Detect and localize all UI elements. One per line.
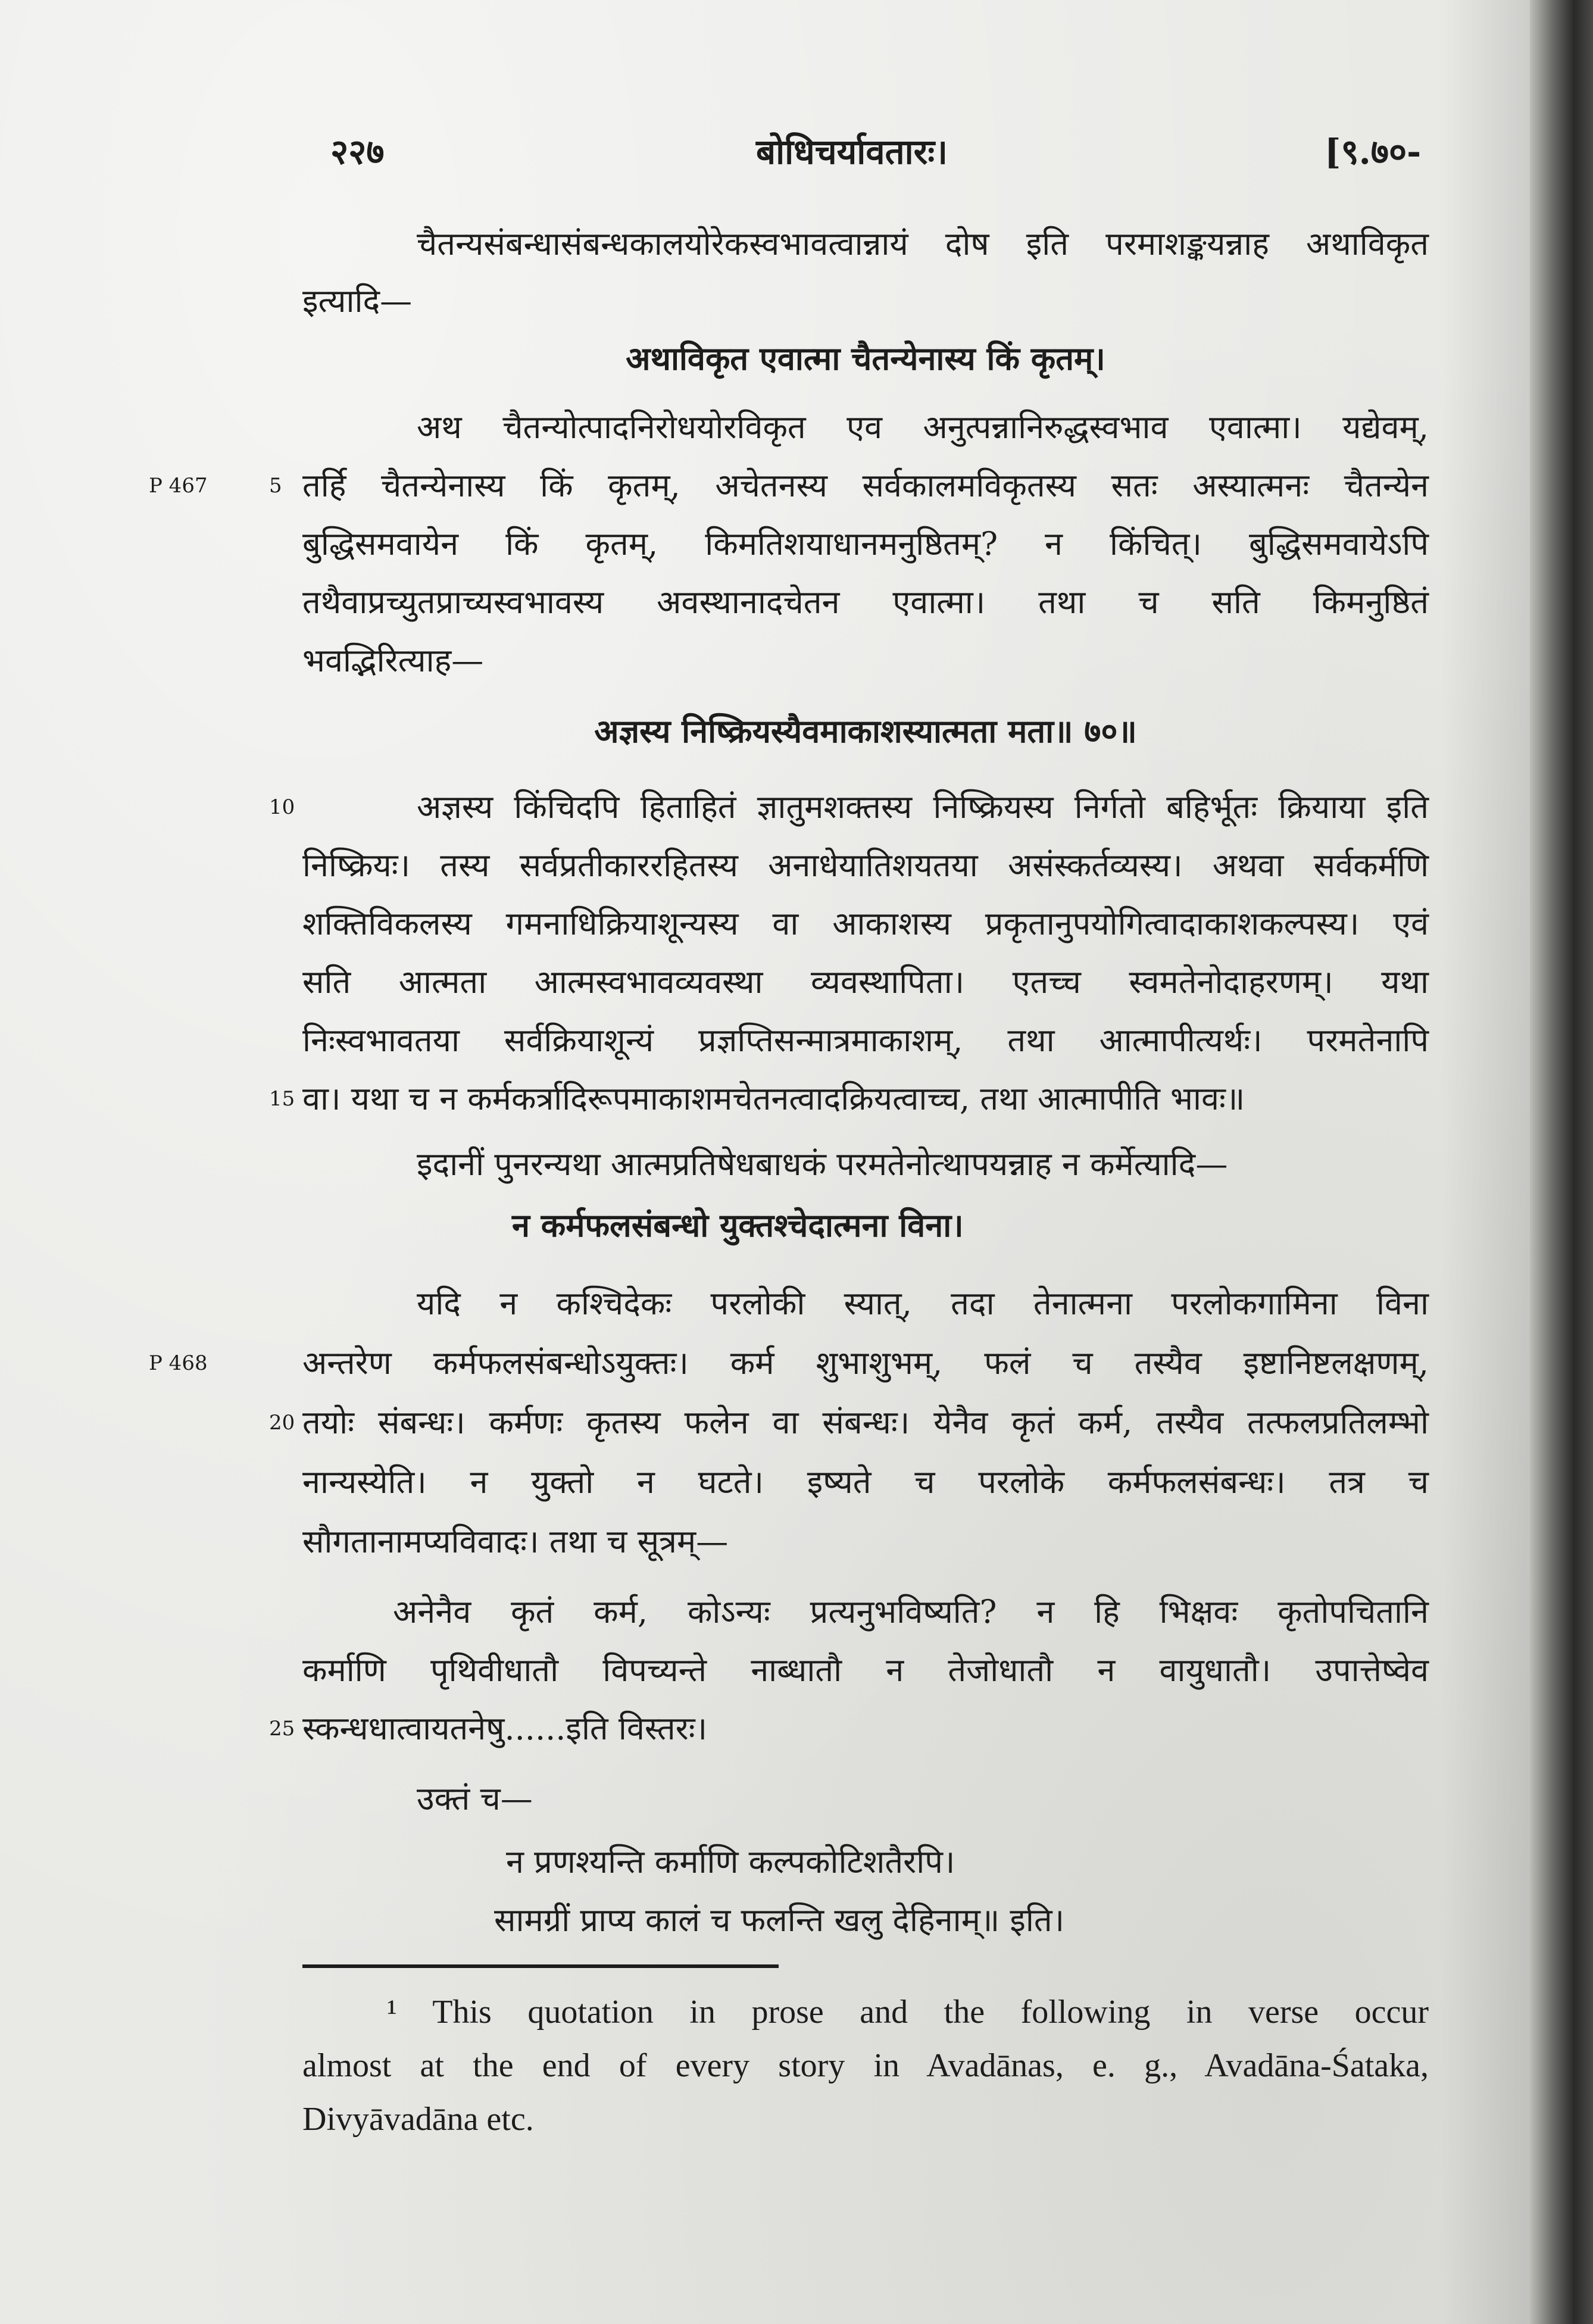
quoted-verse-line2: सामग्रीं प्राप्य कालं च फलन्ति खलु देहिनाम्॥ इति। xyxy=(494,1901,1065,1939)
para1-line2: तर्हि चैतन्येनास्य किं कृतम्, अचेतनस्य सर्वकालमविकृतस्य सतः अस्यात्मनः चैतन्येन xyxy=(302,467,1429,504)
para4-line1: यदि न कश्चिदेकः परलोकी स्यात्, तदा तेनात्मना परलोकगामिना विना xyxy=(417,1285,1429,1322)
para2-line1: अज्ञस्य किंचिदपि हिताहितं ज्ञातुमशक्तस्य निष्क्रियस्य निर्गतो बहिर्भूतः क्रियाया इति xyxy=(417,788,1429,826)
para1-line4: तथैवाप्रच्युतप्राच्यस्वभावस्य अवस्थानादचेतन एवात्मा। तथा च सति किमनुष्ठितं xyxy=(302,583,1429,621)
quoted-verse-line1: न प्रणश्यन्ति कर्माणि कल्पकोटिशतैरपि। xyxy=(506,1843,955,1881)
para2-line5: निःस्वभावतया सर्वक्रियाशून्यं प्रज्ञप्तिसन्मात्रमाकाशम्, तथा आत्मापीत्यर्थः। परमतेनापि xyxy=(302,1022,1429,1059)
intro-line-2: इत्यादि— xyxy=(302,282,413,320)
line-number-10: 10 xyxy=(269,795,295,819)
line-number-15: 15 xyxy=(269,1087,295,1111)
margin-page-ref-p468: P 468 xyxy=(149,1351,208,1375)
para5-line3: स्कन्धधात्वायतनेषु......इति विस्तरः। xyxy=(302,1710,708,1747)
para1-line3: बुद्धिसमवायेन किं कृतम्, किमतिशयाधानमनुष्ठितम्? न किंचित्। बुद्धिसमवायेऽपि xyxy=(302,525,1429,563)
para5-line1: अनेनैव कृतं कर्म, कोऽन्यः प्रत्यनुभविष्यति? न हि भिक्षवः कृतोपचितानि xyxy=(393,1593,1429,1630)
para2-line2: निष्क्रियः। तस्य सर्वप्रतीकाररहितस्य अनाधेयातिशयतया असंस्कर्तव्यस्य। अथवा सर्वकर्मणि xyxy=(302,846,1429,884)
line-number-5: 5 xyxy=(269,474,282,498)
line-number-20: 20 xyxy=(269,1411,295,1435)
intro-line-1: चैतन्यसंबन्धासंबन्धकालयोरेकस्वभावत्वान्नायं दोष इति परमाशङ्कयन्नाह अथाविकृत xyxy=(417,225,1429,263)
page-number: २२७ xyxy=(330,132,385,172)
para1-line5: भवद्भिरित्याह— xyxy=(302,642,484,679)
para2-line6: वा। यथा च न कर्मकर्त्रादिरूपमाकाशमचेतनत्वादक्रियत्वाच्च, तथा आत्मापीति भावः॥ xyxy=(302,1080,1245,1117)
para4-line5: सौगतानामप्यविवादः। तथा च सूत्रम्— xyxy=(302,1523,729,1560)
binding-shadow xyxy=(1441,0,1530,2324)
book-binding-edge xyxy=(1530,0,1593,2324)
verse-reference: [९.७०- xyxy=(1325,132,1422,172)
running-title: बोधिचर्यावतारः। xyxy=(756,132,948,172)
footnote-line3: Divyāvadāna etc. xyxy=(302,2101,534,2138)
para4-line4: नान्यस्येति। न युक्तो न घटते। इष्यते च परलोके कर्मफलसंबन्धः। तत्र च xyxy=(302,1463,1429,1501)
line-number-25: 25 xyxy=(269,1717,295,1741)
footnote-line2: almost at the end of every story in Avadānas, e. g., Avadāna-Śataka, xyxy=(302,2047,1429,2084)
para2-line3: शक्तिविकलस्य गमनाधिक्रियाशून्यस्य वा आकाशस्य प्रकृतानुपयोगित्वादाकाशकल्पस्य। एवं xyxy=(302,905,1429,942)
margin-page-ref-p467: P 467 xyxy=(149,474,208,498)
verse-71-first-half: न कर्मफलसंबन्धो युक्तश्चेदात्मना विना। xyxy=(512,1206,964,1244)
verse-70-second-half: अज्ञस्य निष्क्रियस्यैवमाकाशस्यात्मता मता॥ ७०॥ xyxy=(594,712,1137,750)
para1-line1: अथ चैतन्योत्पादनिरोधयोरविकृत एव अनुत्पन्नानिरुद्धस्वभाव एवात्मा। यद्येवम्, xyxy=(417,408,1429,446)
para4-line3: तयोः संबन्धः। कर्मणः कृतस्य फलेन वा संबन्धः। येनैव कृतं कर्म, तस्यैव तत्फलप्रतिलम्भो xyxy=(302,1404,1429,1441)
verse-70-first-half: अथाविकृत एवात्मा चैतन्येनास्य किं कृतम्। xyxy=(626,339,1105,377)
para5-line2: कर्माणि पृथिवीधातौ विपच्यन्ते नाब्धातौ न तेजोधातौ न वायुधातौ। उपात्तेष्वेव xyxy=(302,1651,1429,1689)
para2-line4: सति आत्मता आत्मस्वभावव्यवस्था व्यवस्थापिता। एतच्च स्वमतेनोदाहरणम्। यथा xyxy=(302,963,1429,1001)
footnote-rule xyxy=(302,1964,779,1968)
para6-line1: उक्तं च— xyxy=(417,1780,533,1817)
para3-line1: इदानीं पुनरन्यथा आत्मप्रतिषेधबाधकं परमतेनोत्थापयन्नाह न कर्मेत्यादि— xyxy=(417,1145,1228,1183)
para4-line2: अन्तरेण कर्मफलसंबन्धोऽयुक्तः। कर्म शुभाशुभम्, फलं च तस्यैव इष्टानिष्टलक्षणम्, xyxy=(302,1344,1429,1382)
footnote-line1: ¹ This quotation in prose and the following in verse occur xyxy=(387,1994,1429,2031)
